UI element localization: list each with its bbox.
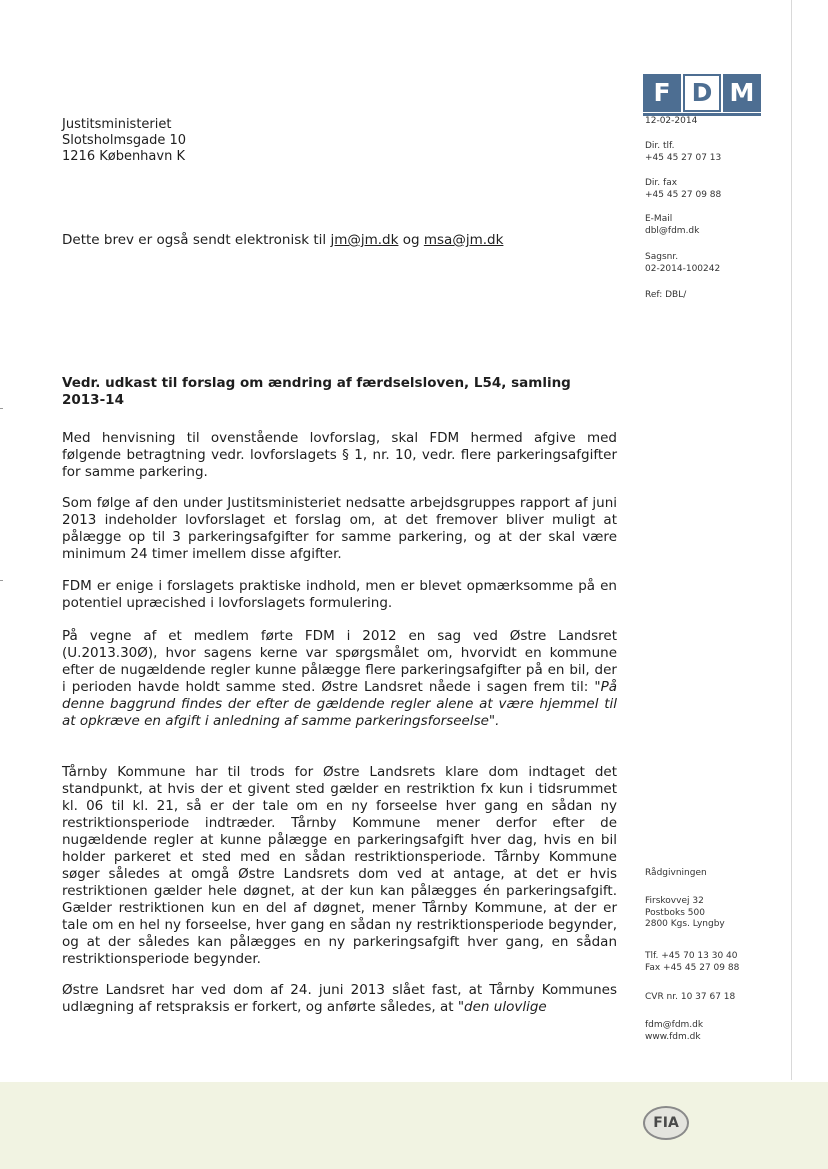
footer-web-block [645, 1020, 703, 1043]
footer-phone: Tlf. +45 70 13 30 40 [645, 951, 738, 961]
email-note-prefix: Dette brev er også sendt elektronisk til [62, 232, 331, 248]
letter-subject: Vedr. udkast til forslag om ændring af færdselsloven, L54, samling 2013-14 [62, 375, 571, 408]
fold-mark [0, 408, 3, 409]
footer-fax: Fax +45 45 27 09 88 [645, 962, 740, 973]
footer-cvr: CVR nr. 10 37 67 18 [645, 992, 736, 1002]
logo-letter-m: M [723, 74, 761, 112]
footer-band [0, 1082, 828, 1169]
email-value: dbl@fdm.dk [645, 225, 700, 236]
email-label: E-Mail [645, 214, 673, 224]
paragraph-3-text: FDM er enige i forslagets praktiske indhold, men er blevet opmærksomme på en potentiel upræcished i lovforslagets formulering. [62, 578, 617, 611]
paragraph-4-quote: "På denne baggrund findes der efter de gældende regler alene at være hjemmel til at opkræve en afgift i anledning af samme parkeringsforseelse". [62, 679, 617, 729]
fdm-logo [643, 74, 761, 112]
footer-phone-fax [645, 951, 739, 974]
recipient-address [62, 117, 186, 165]
recipient-street: Slotsholmsgade 10 [62, 133, 187, 148]
email-block [645, 214, 699, 237]
footer-address [645, 896, 725, 931]
logo-letter-f: F [643, 74, 681, 112]
paragraph-4 [62, 628, 617, 730]
footer-department: Rådgivningen [645, 868, 707, 878]
paragraph-1 [62, 430, 617, 481]
paragraph-6-quote: "den ulovlige [457, 999, 547, 1015]
footer-city: 2800 Kgs. Lyngby [645, 919, 725, 929]
paragraph-2-text: Som følge af den under Justitsministeriet nedsatte arbejdsgruppes rapport af juni 2013 indeholder lovforslaget et forslag om, at det fremover bliver muligt at pålægge op til 3 parkeringsafgifter for samme parkering, og at der skal være minimum 24 timer imellem disse afgifter. [62, 495, 617, 562]
footer-street: Firskovvej 32 [645, 896, 704, 906]
paragraph-4-text: På vegne af et medlem førte FDM i 2012 en sag ved Østre Landsret (U.2013.30Ø), hvor sagens kerne var spørgsmålet om, hvorvidt en kommune efter de nugældende regler kunne pålægge flere parkeringsafgifter på en bil, der i perioden havde holdt samme sted. Østre Landsret nåede i sagen frem til: [62, 628, 617, 695]
paragraph-6 [62, 982, 617, 1016]
paragraph-2 [62, 495, 617, 563]
paragraph-5-text: Tårnby Kommune har til trods for Østre Landsrets klare dom indtaget det standpunkt, at hvis der et givent sted gælder en restriktion fx kun i tidsrummet kl. 06 til kl. 21, så er der tale om en ny forseelse hver gang en sådan ny restriktionsperiode indtræder. Tårnby Kommune mener derfor efter de nugældende regler at kunne pålægge en parkeringsafgift hver dag, hvis en bil holder parkeret et sted med en sådan restriktionsperiode. Tårnby Kommune søger således at omgå Østre Landsrets dom ved at antage, at det er hvis restriktionen gælder hele døgnet, at der kun kan pålægges én parkeringsafgift. Gælder restriktionen kun en del af døgnet, mener Tårnby Kommune, at der er tale om en hel ny forseelse, hver gang en sådan ny restriktionsperiode begynder, og at der således kan pålægges en ny parkeringsafgift hver gang, en sådan restriktionsperiode begynder. [62, 764, 617, 967]
direct-fax-value: +45 45 27 09 88 [645, 189, 722, 200]
fold-mark [0, 580, 3, 581]
fia-logo: FIA [643, 1106, 689, 1140]
footer-pobox: Postboks 500 [645, 907, 705, 918]
direct-fax-block [645, 178, 721, 201]
email-note-middle: og [398, 232, 424, 248]
case-number: 02-2014-100242 [645, 263, 721, 274]
footer-email: fdm@fdm.dk [645, 1020, 704, 1030]
paragraph-1-text: Med henvisning til ovenstående lovforslag, skal FDM hermed afgive med følgende betragtning vedr. lovforslagets § 1, nr. 10, vedr. flere parkeringsafgifter for samme parkering. [62, 430, 617, 480]
direct-phone-block [645, 141, 721, 164]
logo-letter-d: D [683, 74, 721, 112]
direct-phone-value: +45 45 27 07 13 [645, 152, 722, 163]
electronic-copy-note [62, 232, 503, 248]
recipient-name: Justitsministeriet [62, 117, 172, 132]
direct-fax-label: Dir. fax [645, 178, 678, 188]
case-block [645, 252, 720, 275]
recipient-city: 1216 København K [62, 149, 185, 164]
paragraph-5 [62, 764, 617, 968]
paragraph-6-text: Østre Landsret har ved dom af 24. juni 2013 slået fast, at Tårnby Kommunes udlægning af retspraksis er forkert, og anførte således, at [62, 982, 617, 1015]
direct-phone-label: Dir. tlf. [645, 141, 675, 151]
case-label: Sagsnr. [645, 252, 679, 262]
margin-rule [791, 0, 792, 1080]
letter-date: 12-02-2014 [645, 116, 698, 126]
email-link-jm[interactable]: jm@jm.dk [330, 232, 399, 248]
reference: Ref: DBL/ [645, 290, 687, 300]
email-link-msa[interactable]: msa@jm.dk [423, 232, 504, 248]
footer-website: www.fdm.dk [645, 1031, 701, 1042]
paragraph-3 [62, 578, 617, 612]
